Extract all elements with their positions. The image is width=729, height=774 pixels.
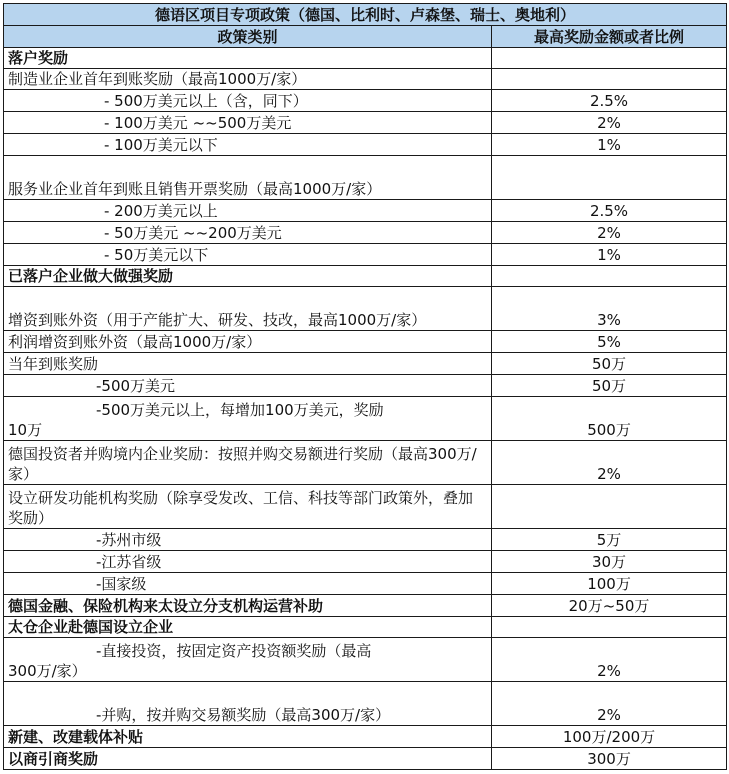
- policy-category-cell: [4, 638, 492, 682]
- policy-category-label-continued: 300万/家）: [8, 662, 87, 680]
- reward-value-cell: 3%: [492, 287, 727, 331]
- policy-category-cell: 服务业企业首年到账且销售开票奖励（最高1000万/家）: [4, 156, 492, 200]
- reward-value-cell: 100万/200万: [492, 726, 727, 748]
- table-row: [4, 266, 727, 287]
- policy-category-cell: -国家级: [4, 573, 492, 595]
- table-row: [4, 638, 727, 682]
- reward-value-cell: 300万: [492, 748, 727, 770]
- table-title: 德语区项目专项政策（德国、比利时、卢森堡、瑞士、奥地利）: [4, 4, 727, 26]
- table-row: [4, 134, 727, 156]
- table-row: [4, 353, 727, 375]
- reward-value-cell: 500万: [492, 397, 727, 441]
- policy-category-cell: -江苏省级: [4, 551, 492, 573]
- policy-category-cell: 以商引商奖励: [4, 748, 492, 770]
- reward-value-cell: 2%: [492, 638, 727, 682]
- table-row: [4, 156, 727, 200]
- reward-value-cell: [492, 48, 727, 69]
- policy-category-cell: 设立研发功能机构奖励（除享受发改、工信、科技等部门政策外，叠加奖励）: [4, 485, 492, 529]
- reward-value-cell: [492, 69, 727, 90]
- reward-value-cell: 2%: [492, 682, 727, 726]
- policy-category-cell: - 500万美元以上（含，同下）: [4, 90, 492, 112]
- reward-value-cell: [492, 266, 727, 287]
- reward-value-cell: 5万: [492, 529, 727, 551]
- reward-value-cell: 2%: [492, 112, 727, 134]
- policy-category-cell: 已落户企业做大做强奖励: [4, 266, 492, 287]
- reward-value-cell: 2.5%: [492, 200, 727, 222]
- policy-category-cell: 落户奖励: [4, 48, 492, 69]
- reward-value-cell: 1%: [492, 134, 727, 156]
- policy-category-cell: -500万美元: [4, 375, 492, 397]
- table-row: [4, 331, 727, 353]
- table-row: [4, 375, 727, 397]
- table-title-row: [4, 4, 727, 26]
- table-row: [4, 244, 727, 266]
- policy-category-cell: 太仓企业赴德国设立企业: [4, 617, 492, 638]
- table-row: [4, 287, 727, 331]
- column-header-max-reward: 最高奖励金额或者比例: [492, 26, 727, 48]
- table-header-row: [4, 26, 727, 48]
- reward-value-cell: 1%: [492, 244, 727, 266]
- policy-category-cell: 当年到账奖励: [4, 353, 492, 375]
- table-row: [4, 529, 727, 551]
- reward-value-cell: 20万~50万: [492, 595, 727, 617]
- reward-value-cell: 2%: [492, 222, 727, 244]
- table-row: [4, 200, 727, 222]
- policy-category-label: -500万美元以上，每增加100万美元，奖励: [96, 401, 384, 419]
- reward-value-cell: [492, 617, 727, 638]
- table-row: [4, 551, 727, 573]
- policy-category-cell: 制造业企业首年到账奖励（最高1000万/家）: [4, 69, 492, 90]
- reward-value-cell: [492, 485, 727, 529]
- policy-category-cell: 新建、改建载体补贴: [4, 726, 492, 748]
- reward-value-cell: 2.5%: [492, 90, 727, 112]
- policy-category-label-continued: 10万: [8, 421, 43, 439]
- table-row: [4, 595, 727, 617]
- policy-category-label: -直接投资，按固定资产投资额奖励（最高: [96, 642, 372, 660]
- policy-category-cell: 德国金融、保险机构来太设立分支机构运营补助: [4, 595, 492, 617]
- table-row: [4, 748, 727, 770]
- reward-value-cell: 50万: [492, 375, 727, 397]
- reward-value-cell: 50万: [492, 353, 727, 375]
- reward-value-cell: [492, 156, 727, 200]
- reward-value-cell: 100万: [492, 573, 727, 595]
- policy-category-cell: - 200万美元以上: [4, 200, 492, 222]
- reward-value-cell: 2%: [492, 441, 727, 485]
- policy-category-cell: 德国投资者并购境内企业奖励：按照并购交易额进行奖励（最高300万/家）: [4, 441, 492, 485]
- policy-category-cell: - 50万美元以下: [4, 244, 492, 266]
- table-row: [4, 573, 727, 595]
- policy-table: [3, 3, 727, 770]
- table-row: [4, 222, 727, 244]
- table-row: [4, 112, 727, 134]
- table-row: [4, 69, 727, 90]
- policy-category-cell: - 100万美元 ~~500万美元: [4, 112, 492, 134]
- table-row: [4, 617, 727, 638]
- table-row: [4, 397, 727, 441]
- policy-category-cell: 增资到账外资（用于产能扩大、研发、技改，最高1000万/家）: [4, 287, 492, 331]
- column-header-policy-category: 政策类别: [4, 26, 492, 48]
- reward-value-cell: 30万: [492, 551, 727, 573]
- table-row: [4, 90, 727, 112]
- table-row: [4, 48, 727, 69]
- table-row: [4, 726, 727, 748]
- table-row: [4, 441, 727, 485]
- policy-category-cell: - 100万美元以下: [4, 134, 492, 156]
- policy-category-cell: -并购，按并购交易额奖励（最高300万/家）: [4, 682, 492, 726]
- policy-category-cell: 利润增资到账外资（最高1000万/家）: [4, 331, 492, 353]
- table-row: [4, 682, 727, 726]
- reward-value-cell: 5%: [492, 331, 727, 353]
- policy-category-cell: -苏州市级: [4, 529, 492, 551]
- policy-category-cell: [4, 397, 492, 441]
- policy-category-cell: - 50万美元 ~~200万美元: [4, 222, 492, 244]
- table-row: [4, 485, 727, 529]
